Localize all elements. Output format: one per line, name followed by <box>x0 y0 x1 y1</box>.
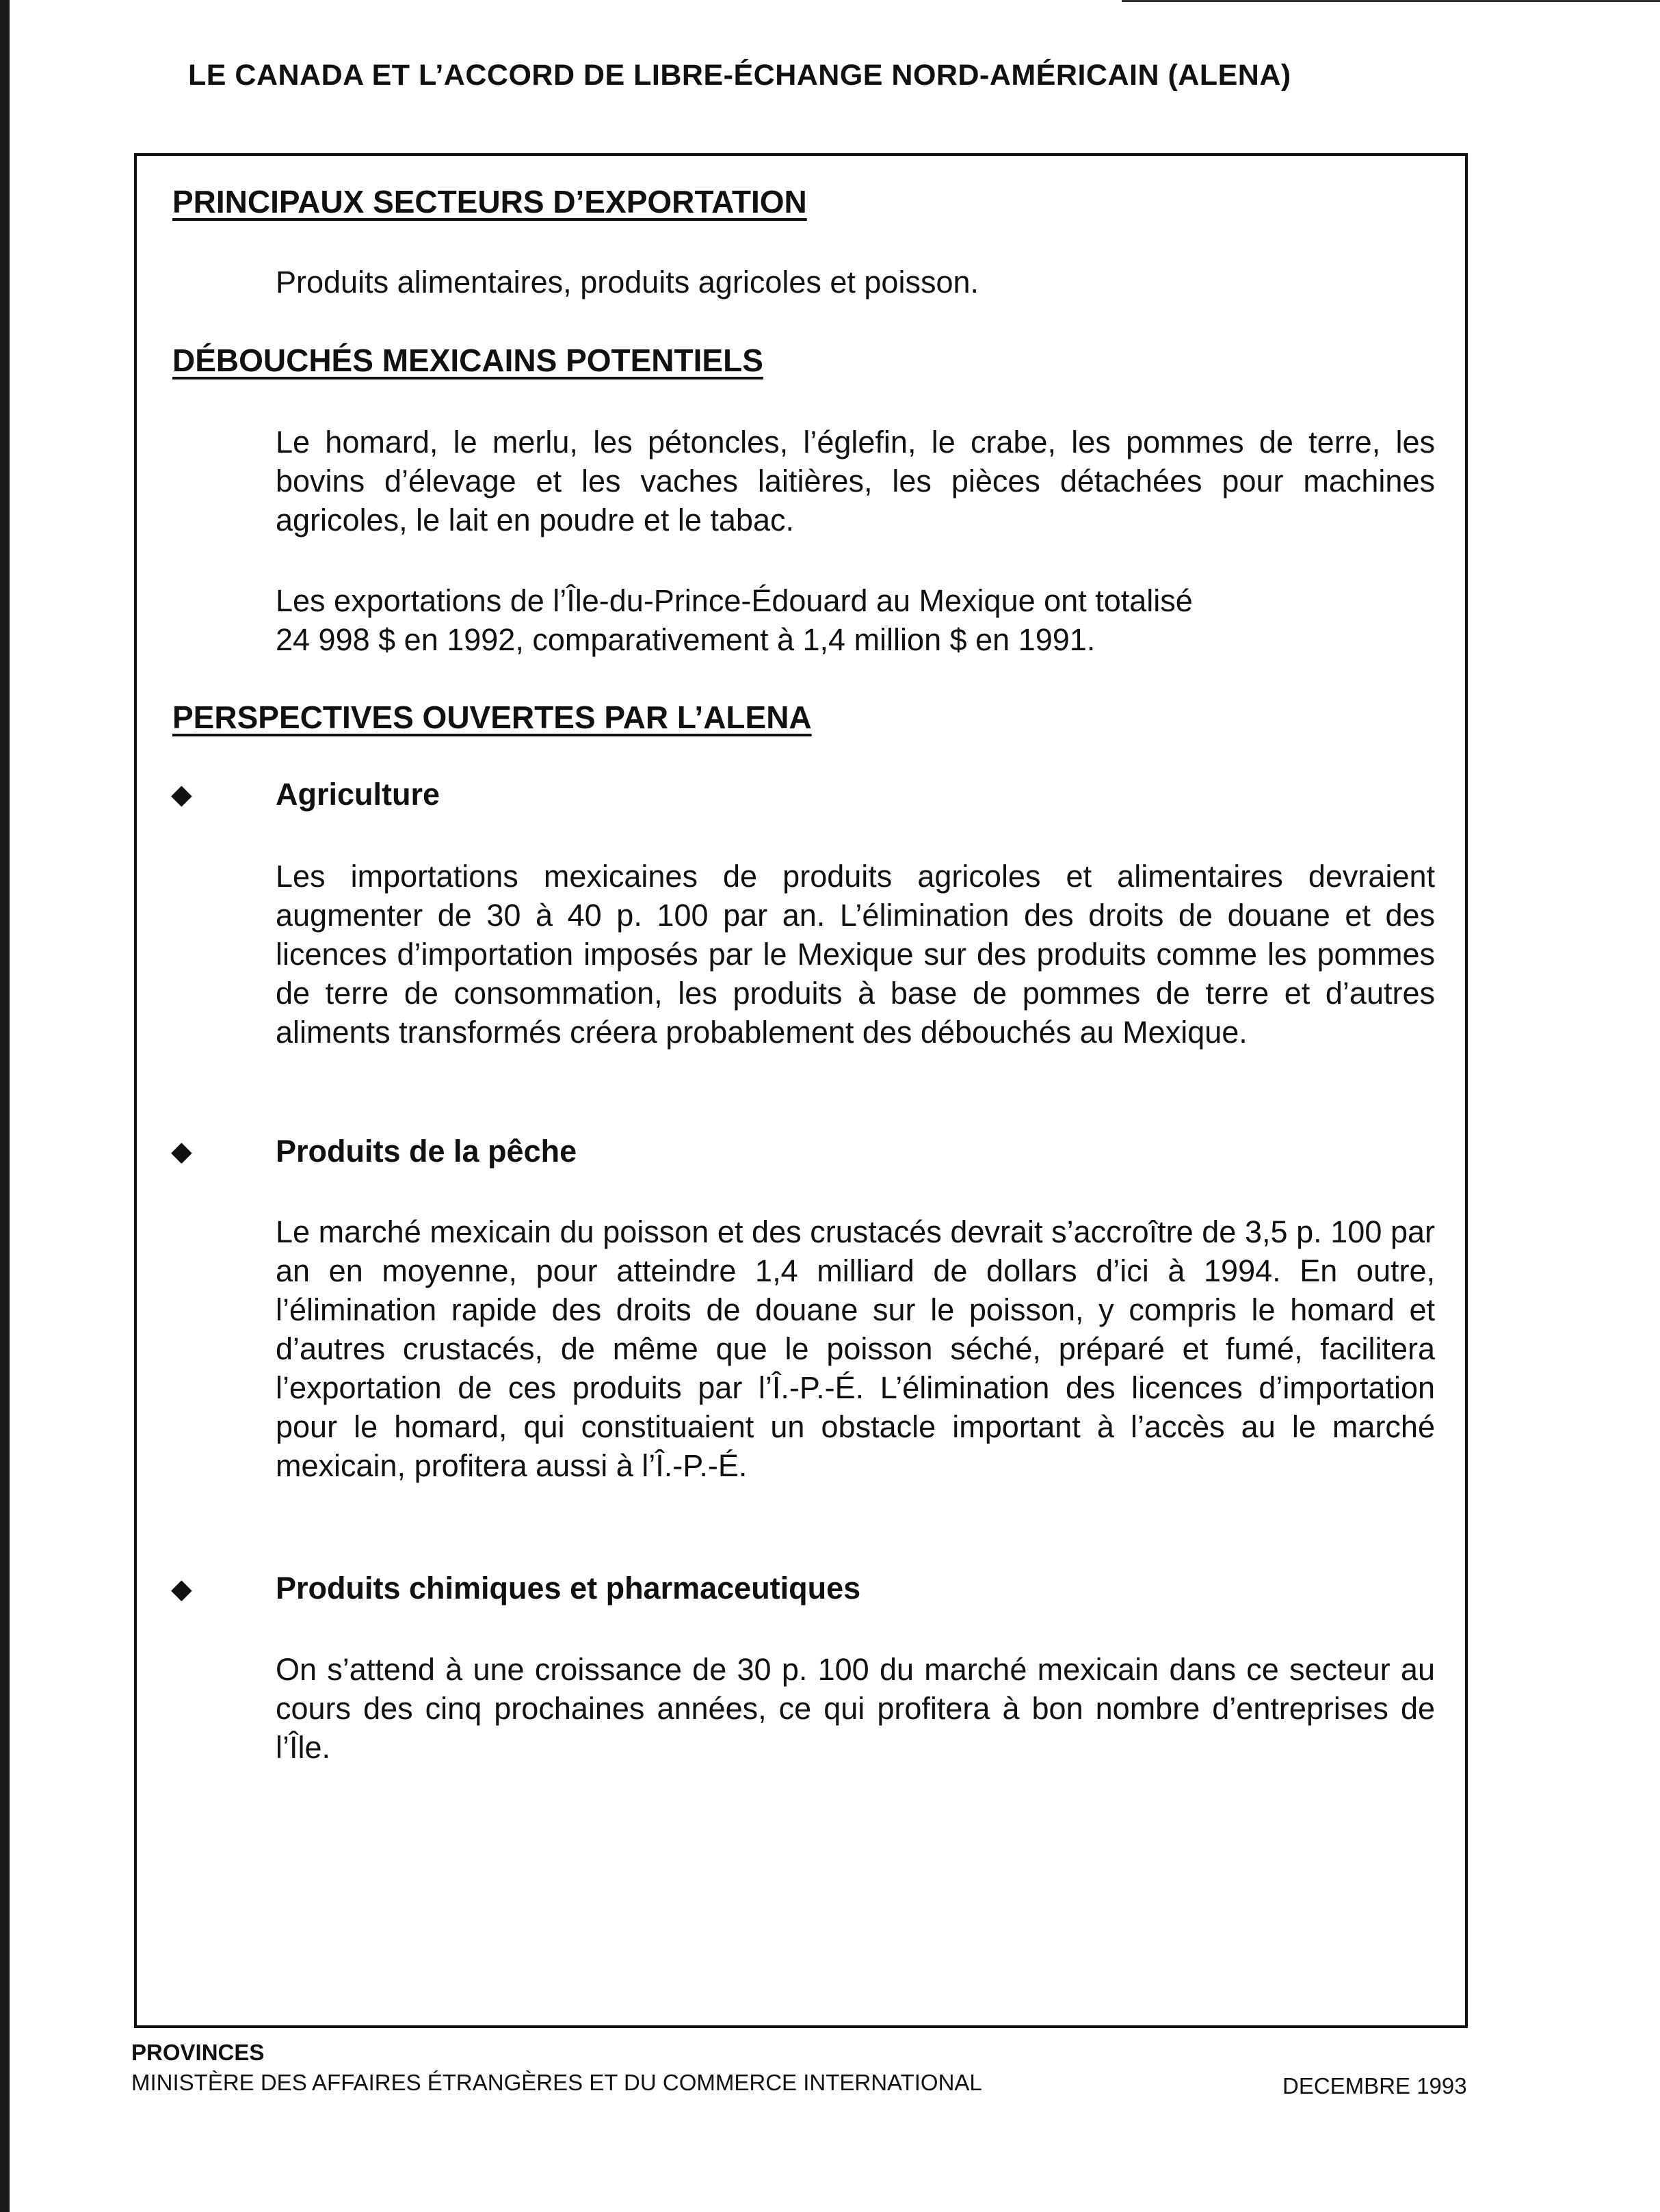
bullet-diamond-icon: ◆ <box>171 1574 192 1604</box>
bullet-diamond-icon: ◆ <box>171 1136 192 1167</box>
exports-text: Produits alimentaires, produits agricoles et poisson. <box>276 265 979 299</box>
document-title: LE CANADA ET L’ACCORD DE LIBRE-ÉCHANGE NORD-AMÉRICAIN (ALENA) <box>188 59 1291 92</box>
scan-edge-left <box>0 0 10 2212</box>
subheading-agriculture: Agriculture <box>276 777 440 812</box>
section-heading-markets: DÉBOUCHÉS MEXICAINS POTENTIELS <box>172 343 763 378</box>
chemicals-text: On s’attend à une croissance de 30 p. 100 du marché mexicain dans ce secteur au cours des cinq prochaines années, ce qui profitera à bon nombre d’entreprises de l’Île. <box>276 1652 1435 1765</box>
markets-paragraph-2 <box>276 581 1435 659</box>
section-heading-perspectives: PERSPECTIVES OUVERTES PAR L’ALENA <box>172 699 812 735</box>
markets-paragraph-2-line-2: 24 998 $ en 1992, comparativement à 1,4 million $ en 1991. <box>276 622 1096 657</box>
agriculture-text: Les importations mexicaines de produits agricoles et alimentaires devraient augmenter de 30 à 40 p. 100 par an. L’élimination des droits de douane et des licences d’importation imposés par le Mexique sur des produits comme les pommes de terre de consommation, les produits à base de pommes de terre et d’autres aliments transformés créera probablement des débouchés au Mexique. <box>276 859 1435 1050</box>
markets-paragraph-1: Le homard, le merlu, les pétoncles, l’églefin, le crabe, les pommes de terre, les bovins d’élevage et les vaches laitières, les pièces détachées pour machines agricoles, le lait en poudre et le tabac. <box>276 425 1435 537</box>
footer-date: DECEMBRE 1993 <box>1282 2073 1467 2098</box>
footer-ministry: MINISTÈRE DES AFFAIRES ÉTRANGÈRES ET DU COMMERCE INTERNATIONAL <box>131 2070 982 2095</box>
footer-label: PROVINCES <box>131 2040 265 2065</box>
subheading-chemicals: Produits chimiques et pharmaceutiques <box>276 1571 861 1605</box>
markets-paragraph-2-line-1: Les exportations de l’Île-du-Prince-Édouard au Mexique ont totalisé <box>276 583 1193 618</box>
section-heading-exports: PRINCIPAUX SECTEURS D’EXPORTATION <box>172 184 807 219</box>
subheading-fisheries: Produits de la pêche <box>276 1134 577 1169</box>
fisheries-text: Le marché mexicain du poisson et des crustacés devrait s’accroître de 3,5 p. 100 par an en moyenne, pour atteindre 1,4 milliard de dollars d’ici à 1994. En outre, l’élimination rapide des droits de douane sur le poisson, y compris le homard et d’autres crustacés, de même que le poisson séché, préparé et fumé, facilitera l’exportation de ces produits par l’Î.-P.-É. L’élimination des licences d’importation pour le homard, qui constituaient un obstacle important à l’accès au le marché mexicain, profitera aussi à l’Î.-P.-É. <box>276 1214 1435 1483</box>
scan-edge-top <box>1122 0 1660 2</box>
bullet-diamond-icon: ◆ <box>171 779 192 810</box>
